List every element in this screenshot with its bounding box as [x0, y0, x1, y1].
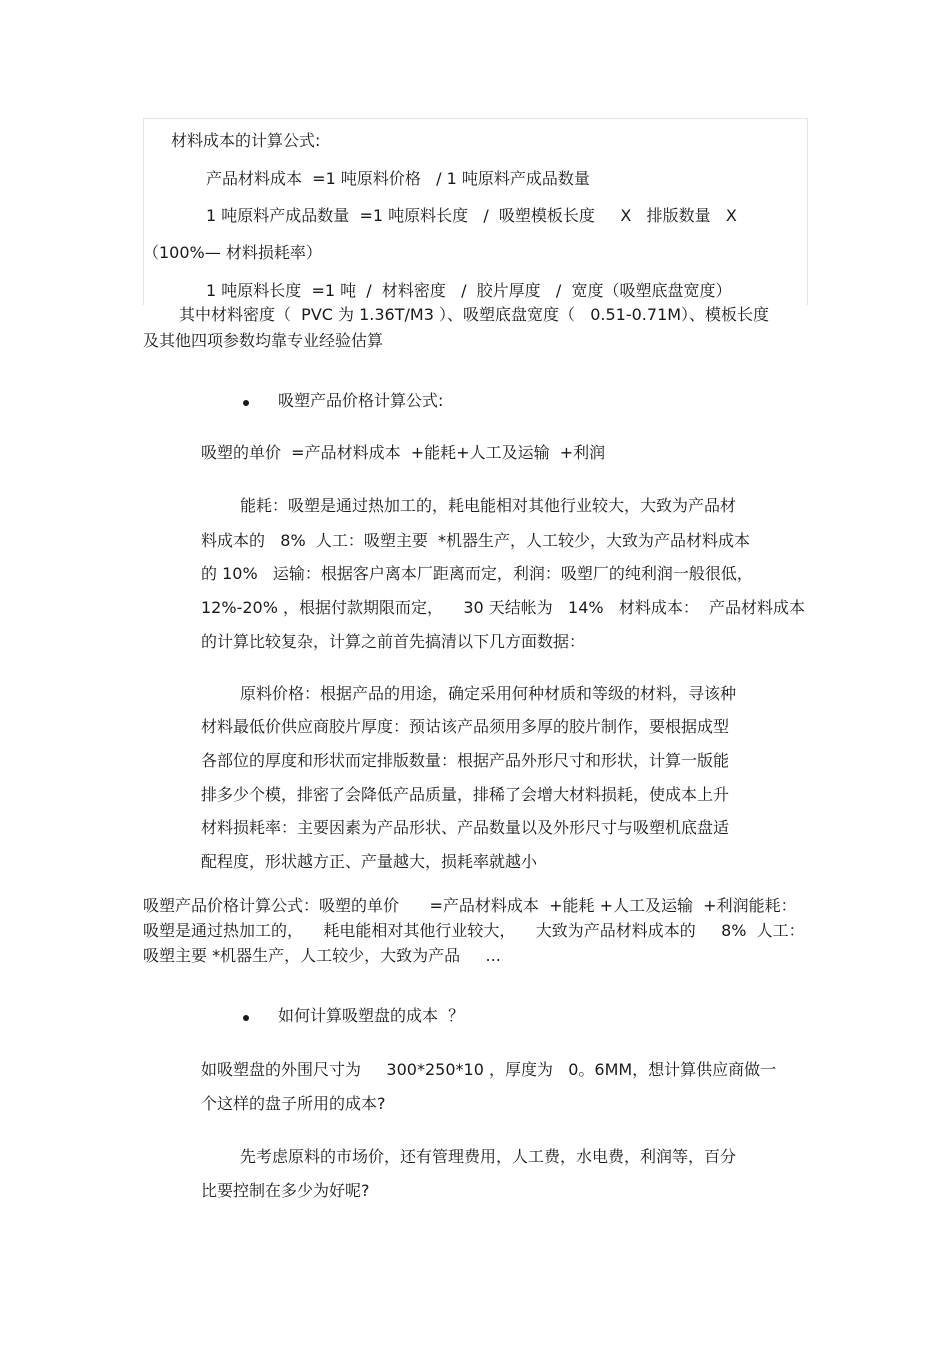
formula-heading: 材料成本的计算公式: [171, 131, 321, 150]
question-line: 个这样的盘子所用的成本? [201, 1094, 386, 1113]
section-title: 吸塑产品价格计算公式: [278, 391, 444, 410]
formula-line: 1 吨原料长度 =1 吨 / 材料密度 / 胶片厚度 / 宽度（吸塑底盘宽度） [206, 281, 732, 300]
summary-line: 吸塑主要 *机器生产，人工较少，大致为产品 ... [143, 946, 501, 965]
paragraph-line: 原料价格：根据产品的用途，确定采用何种材质和等级的材料，寻该种 [240, 684, 737, 703]
price-formula: 吸塑的单价 =产品材料成本 +能耗+人工及运输 +利润 [201, 443, 606, 462]
question-line: 先考虑原料的市场价，还有管理费用，人工费，水电费，利润等，百分 [240, 1147, 737, 1166]
paragraph-line: 料成本的 8% 人工：吸塑主要 *机器生产，人工较少，大致为产品材料成本 [201, 531, 750, 550]
paragraph-line: 材料最低价供应商胶片厚度：预诂该产品须用多厚的胶片制作，要根据成型 [201, 717, 730, 736]
summary-line: 吸塑产品价格计算公式：吸塑的单价 =产品材料成本 +能耗 +人工及运输 +利润能耗： [143, 896, 797, 915]
section-title: 如何计算吸塑盘的成本 ？ [278, 1006, 465, 1025]
note-line: 其中材料密度（ PVC 为 1.36T/M3 ）、吸塑底盘宽度（ 0.51-0.71M）、模板长度 [179, 305, 770, 324]
paragraph-line: 12%-20% ，根据付款期限而定， 30 天结帐为 14% 材料成本： 产品材料成本 [201, 598, 806, 617]
bullet-icon [243, 1015, 249, 1021]
formula-line: 产品材料成本 =1 吨原料价格 / 1 吨原料产成品数量 [206, 169, 590, 188]
paragraph-line: 排多少个模，排密了会降低产品质量，排稀了会增大材料损耗，使成本上升 [201, 785, 730, 804]
paragraph-line: 的计算比较复杂，计算之前首先搞清以下几方面数据： [201, 632, 586, 651]
note-line: 及其他四项参数均靠专业经验估算 [143, 331, 384, 350]
paragraph-line: 的 10% 运输：根据客户离本厂距离而定，利润：吸塑厂的纯利润一般很低， [201, 564, 753, 583]
paragraph-line: 配程度，形状越方正、产量越大，损耗率就越小 [201, 852, 538, 871]
summary-line: 吸塑是通过热加工的， 耗电能相对其他行业较大， 大致为产品材料成本的 8% 人工： [143, 921, 805, 940]
bullet-icon [243, 400, 249, 406]
formula-line: 1 吨原料产成品数量 =1 吨原料长度 / 吸塑模板长度 X 排版数量 X [206, 206, 737, 225]
question-line: 比要控制在多少为好呢? [201, 1181, 370, 1200]
question-line: 如吸塑盘的外围尺寸为 300*250*10 ，厚度为 0。6MM，想计算供应商做一 [201, 1060, 777, 1079]
paragraph-line: 能耗：吸塑是通过热加工的，耗电能相对其他行业较大，大致为产品材 [240, 496, 737, 515]
formula-line: （100%— 材料损耗率） [143, 243, 322, 262]
paragraph-line: 材料损耗率：主要因素为产品形状、产品数量以及外形尺寸与吸塑机底盘适 [201, 818, 730, 837]
paragraph-line: 各部位的厚度和形状而定排版数量：根据产品外形尺寸和形状，计算一版能 [201, 751, 730, 770]
